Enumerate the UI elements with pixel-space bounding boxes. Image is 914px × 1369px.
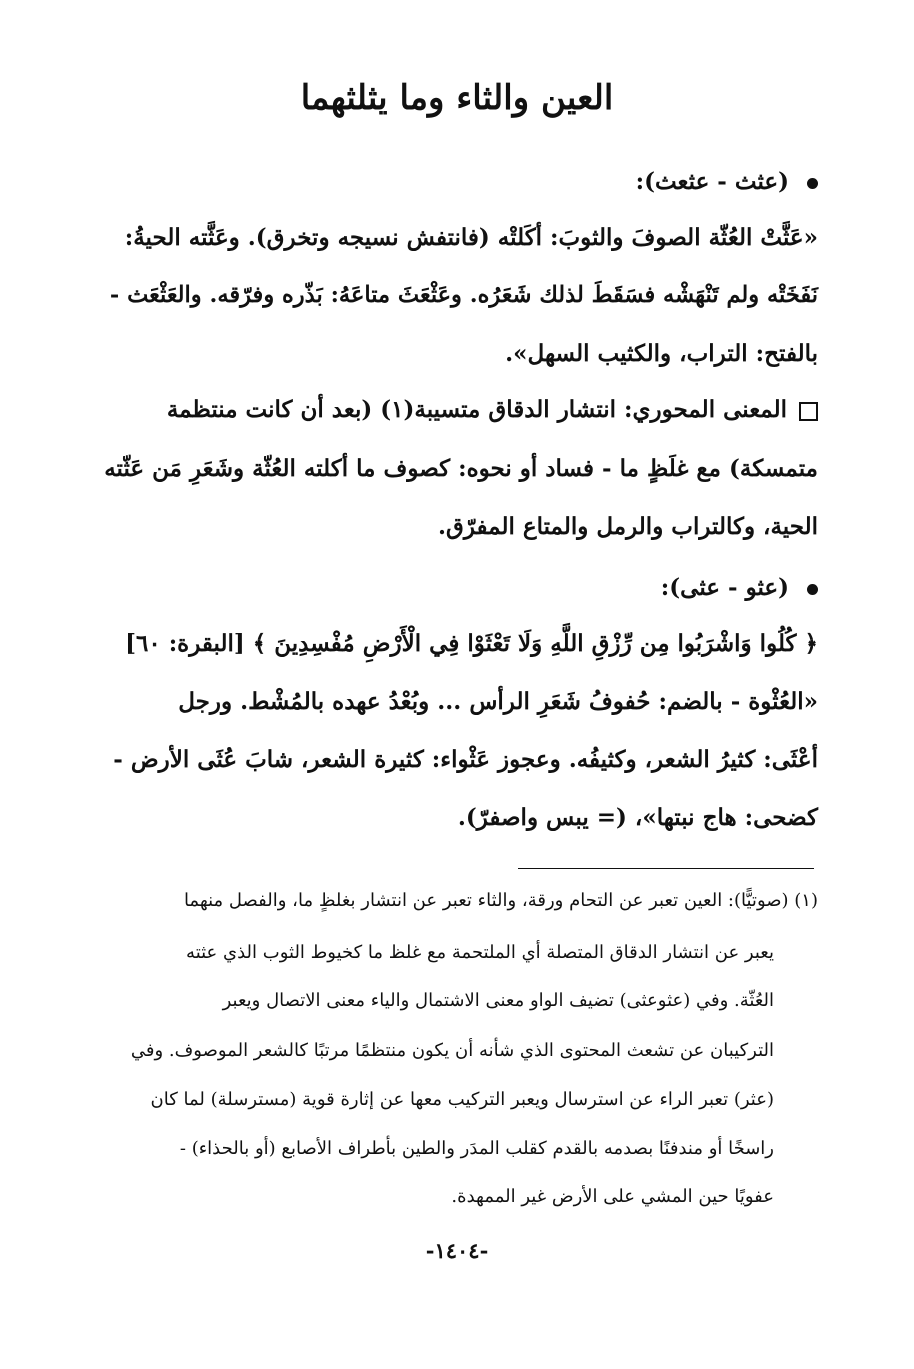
footnote-line: العُثّة. وفي (عثوعثى) تضيف الواو معنى الاشتمال والياء معنى الاتصال ويعبر bbox=[222, 990, 774, 1011]
meaning-line: متمسكة) مع غلَظٍ ما - فساد أو نحوه: كصوف ما أكلته العُثّة وشَعَرِ مَن عَثّته bbox=[104, 455, 818, 482]
entry-line: نَفَخَتْه ولم تَنْهَشْه فسَقَطَ لذلك شَعَرُه. وعَثْعَثَ متاعَهُ: بَذّره وفرّقه. والعَثْعَث - bbox=[109, 282, 818, 308]
footnote-line: عفويًا حين المشي على الأرض غير الممهدة. bbox=[451, 1186, 774, 1207]
meaning-line: الحية، وكالتراب والرمل والمتاع المفرّق. bbox=[438, 513, 818, 540]
quran-verse-line: ﴿ كُلُوا وَاشْرَبُوا مِن رِّزْقِ اللَّهِ وَلَا تَعْثَوْا فِي الْأَرْضِ مُفْسِدِينَ ﴾ [البقرة: ٦٠] bbox=[125, 630, 818, 657]
footnote-line: التركيبان عن تشعث المحتوى الذي شأنه أن يكون منتظمًا مرتبًا كالشعر الموصوف. وفي bbox=[130, 1040, 774, 1061]
entry-line: أعْثَى: كثيرُ الشعر، وكثيفُه. وعجوز عَثْواء: كثيرة الشعر، شابَ عُثَى الأرض - bbox=[113, 746, 818, 773]
entry-heading: (عثث - عثعث): bbox=[636, 168, 818, 195]
bullet-icon bbox=[807, 178, 818, 189]
entry-line: «عَثَّتْ العُثّة الصوفَ والثوبَ: أكَلتْه (فانتفش نسيجه وتخرق). وعَثَّته الحيةُ: bbox=[124, 224, 818, 251]
entry-line: كضحى: هاج نبتها»، (= يبس واصفرّ). bbox=[457, 804, 818, 831]
entry-line: «العُثْوة - بالضم: حُفوفُ شَعَرِ الرأس ... وبُعْدُ عهده بالمُشْط. ورجل bbox=[178, 688, 818, 715]
page-number: -١٤٠٤- bbox=[425, 1238, 489, 1263]
bullet-icon bbox=[807, 584, 818, 595]
entry-heading: (عثو - عثى): bbox=[661, 574, 818, 601]
footnote-line: (عثر) تعبر الراء عن استرسال ويعبر التركيب معها عن إثارة قوية (مسترسلة) لما كان bbox=[150, 1089, 774, 1110]
page-title: العين والثاء وما يثلثهما bbox=[300, 78, 614, 118]
meaning-line: المعنى المحوري: انتشار الدقاق متسيبة(١) (بعد أن كانت منتظمة bbox=[100, 398, 818, 421]
footnote-line: (١) (صوتيًّا): العين تعبر عن التحام ورقة، والثاء تعبر عن انتشار بغلظٍ ما، والفصل منهما bbox=[183, 890, 818, 911]
square-marker-icon bbox=[799, 402, 818, 421]
entry-line: بالفتح: التراب، والكثيب السهل». bbox=[505, 340, 818, 367]
footnote-separator bbox=[518, 868, 814, 869]
footnote-line: يعبر عن انتشار الدقاق المتصلة أي الملتحمة مع غلظ ما كخيوط الثوب الذي عثته bbox=[186, 942, 774, 963]
footnote-line: راسخًا أو مندفنًا بصدمه بالقدم كقلب المدَر والطين بأطراف الأصابع (أو بالحذاء) - bbox=[179, 1138, 774, 1159]
